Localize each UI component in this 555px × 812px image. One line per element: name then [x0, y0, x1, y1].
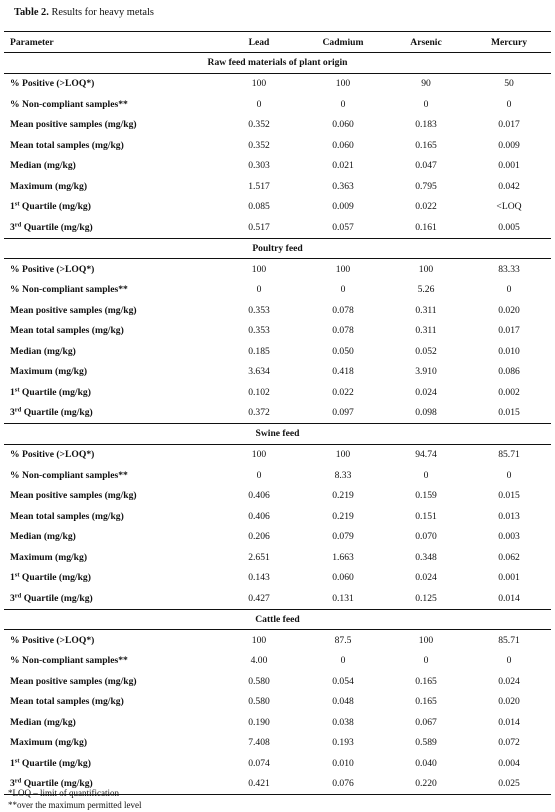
parameter-cell	[10, 655, 128, 666]
lead-value-cell: 3.634	[248, 366, 270, 378]
parameter-label: Median (mg/kg)	[10, 345, 76, 357]
arsenic-value-cell: 0.070	[415, 531, 437, 543]
lead-value-cell: 0.352	[248, 139, 270, 151]
lead-value-cell: 100	[251, 449, 267, 461]
mercury-value-cell: 0.020	[498, 304, 520, 316]
lead-value-cell: 0.206	[248, 531, 270, 543]
lead-value-cell: 0.352	[248, 119, 270, 131]
mercury-value-cell: 0.017	[498, 325, 520, 337]
arsenic-value-cell: 100	[418, 263, 434, 275]
cadmium-value-cell: 1.663	[332, 551, 354, 563]
arsenic-value-cell: 90	[421, 78, 431, 90]
cadmium-value-cell: 0.219	[332, 510, 354, 522]
parameter-cell	[10, 181, 87, 192]
arsenic-value-cell: 0.024	[415, 572, 437, 584]
parameter-ordinal-suffix: rd	[14, 221, 22, 229]
heavy-metals-table	[4, 31, 551, 795]
cadmium-value-cell: 100	[335, 449, 351, 461]
parameter-label-rest: Quartile (mg/kg)	[21, 221, 93, 233]
mercury-value-cell: 0.015	[498, 490, 520, 502]
cadmium-value-cell: 0	[340, 655, 346, 667]
table-row	[4, 506, 551, 527]
parameter-label-rest: Quartile (mg/kg)	[19, 386, 91, 398]
table-row	[4, 156, 551, 177]
mercury-value-cell: 0.002	[498, 386, 520, 398]
lead-value-cell: 7.408	[248, 737, 270, 749]
cadmium-value-cell: 0.079	[332, 531, 354, 543]
parameter-label: Median (mg/kg)	[10, 531, 76, 543]
mercury-value-cell: 0.042	[498, 180, 520, 192]
parameter-cell	[10, 572, 91, 583]
arsenic-value-cell: 0.052	[415, 345, 437, 357]
arsenic-value-cell: 0.161	[415, 221, 437, 233]
parameter-cell	[10, 78, 94, 89]
parameter-cell	[10, 449, 94, 460]
mercury-value-cell: <LOQ	[496, 201, 522, 213]
mercury-value-cell: 0.001	[498, 160, 520, 172]
parameter-label: % Positive (>LOQ*)	[10, 78, 95, 90]
cadmium-value-cell: 0.057	[332, 221, 354, 233]
lead-value-cell: 0.074	[248, 757, 270, 769]
parameter-label: 3	[10, 592, 15, 604]
cadmium-value-cell: 0.076	[332, 778, 354, 790]
lead-value-cell: 0.421	[248, 778, 270, 790]
arsenic-value-cell: 100	[418, 634, 434, 646]
parameter-label-rest: Quartile (mg/kg)	[21, 592, 93, 604]
table-row	[4, 692, 551, 713]
lead-value-cell: 2.651	[248, 551, 270, 563]
parameter-cell	[10, 99, 128, 110]
mercury-value-cell: 0	[506, 98, 512, 110]
table-row	[4, 300, 551, 321]
cadmium-value-cell: 0.048	[332, 696, 354, 708]
parameter-label-rest: Quartile (mg/kg)	[19, 757, 91, 769]
parameter-cell	[10, 201, 91, 212]
mercury-value-cell: 0.013	[498, 510, 520, 522]
arsenic-value-cell: 0.165	[415, 139, 437, 151]
lead-value-cell: 0.102	[248, 386, 270, 398]
parameter-label: Mean positive samples (mg/kg)	[10, 304, 137, 316]
header-mercury: Mercury	[490, 36, 528, 48]
lead-value-cell: 0	[256, 469, 262, 481]
mercury-value-cell: 0.017	[498, 119, 520, 131]
table-row	[4, 445, 551, 466]
mercury-value-cell: 0.015	[498, 407, 520, 419]
parameter-cell	[10, 490, 137, 501]
parameter-label: Maximum (mg/kg)	[10, 180, 88, 192]
table-row	[4, 486, 551, 507]
mercury-value-cell: 85.71	[498, 449, 520, 461]
header-parameter: Parameter	[10, 36, 54, 48]
parameter-cell	[10, 552, 87, 563]
cadmium-value-cell: 0.021	[332, 160, 354, 172]
lead-value-cell: 0	[256, 98, 262, 110]
footnote-noncompliant: **over the maximum permitted level	[8, 799, 142, 810]
mercury-value-cell: 0.024	[498, 675, 520, 687]
arsenic-value-cell: 94.74	[415, 449, 437, 461]
parameter-ordinal-suffix: rd	[14, 406, 22, 414]
parameter-ordinal-suffix: st	[14, 200, 20, 208]
arsenic-value-cell: 0.183	[415, 119, 437, 131]
mercury-value-cell: 83.33	[498, 263, 520, 275]
parameter-ordinal-suffix: st	[14, 571, 20, 579]
lead-value-cell: 1.517	[248, 180, 270, 192]
table-header-row	[4, 32, 551, 53]
parameter-label: Median (mg/kg)	[10, 716, 76, 728]
table-row	[4, 712, 551, 733]
table-row	[4, 135, 551, 156]
parameter-label: % Positive (>LOQ*)	[10, 263, 95, 275]
section-title: Cattle feed	[4, 609, 551, 631]
parameter-ordinal-suffix: st	[14, 386, 20, 394]
table-row	[4, 403, 551, 424]
parameter-label: % Positive (>LOQ*)	[10, 634, 95, 646]
table-row	[4, 588, 551, 609]
parameter-label: 3	[10, 221, 15, 233]
table-row	[4, 341, 551, 362]
cadmium-value-cell: 0.219	[332, 490, 354, 502]
lead-value-cell: 0	[256, 284, 262, 296]
parameter-cell	[10, 366, 87, 377]
lead-value-cell: 0.190	[248, 716, 270, 728]
lead-value-cell: 100	[251, 78, 267, 90]
lead-value-cell: 0.185	[248, 345, 270, 357]
lead-value-cell: 100	[251, 634, 267, 646]
arsenic-value-cell: 0.220	[415, 778, 437, 790]
parameter-cell	[10, 387, 91, 398]
cadmium-value-cell: 0.060	[332, 139, 354, 151]
mercury-value-cell: 0.020	[498, 696, 520, 708]
arsenic-value-cell: 0.348	[415, 551, 437, 563]
parameter-label: Mean total samples (mg/kg)	[10, 139, 124, 151]
table-footnotes	[8, 788, 141, 811]
parameter-label: 3	[10, 407, 15, 419]
parameter-label: % Non-compliant samples**	[10, 284, 128, 296]
parameter-label: Mean positive samples (mg/kg)	[10, 675, 137, 687]
parameter-label: 3	[10, 778, 15, 790]
parameter-cell	[10, 593, 93, 604]
parameter-label-rest: Quartile (mg/kg)	[21, 407, 93, 419]
table-row	[4, 280, 551, 301]
table-row	[4, 217, 551, 238]
mercury-value-cell: 0.014	[498, 592, 520, 604]
parameter-cell	[10, 758, 91, 769]
mercury-value-cell: 0.001	[498, 572, 520, 584]
cadmium-value-cell: 0.078	[332, 325, 354, 337]
parameter-ordinal-suffix: rd	[14, 592, 22, 600]
parameter-cell	[10, 140, 124, 151]
mercury-value-cell: 0	[506, 469, 512, 481]
mercury-value-cell: 0.003	[498, 531, 520, 543]
cadmium-value-cell: 0.193	[332, 737, 354, 749]
arsenic-value-cell: 0.125	[415, 592, 437, 604]
lead-value-cell: 0.303	[248, 160, 270, 172]
lead-value-cell: 4.00	[250, 655, 268, 667]
lead-value-cell: 0.143	[248, 572, 270, 584]
mercury-value-cell: 0	[506, 284, 512, 296]
table-row	[4, 259, 551, 280]
parameter-cell	[10, 531, 76, 542]
arsenic-value-cell: 0.159	[415, 490, 437, 502]
lead-value-cell: 0.517	[248, 221, 270, 233]
parameter-label: Median (mg/kg)	[10, 160, 76, 172]
mercury-value-cell: 0.072	[498, 737, 520, 749]
parameter-label: Maximum (mg/kg)	[10, 737, 88, 749]
parameter-label-rest: Quartile (mg/kg)	[21, 778, 93, 790]
parameter-cell	[10, 264, 94, 275]
arsenic-value-cell: 0.151	[415, 510, 437, 522]
lead-value-cell: 0.406	[248, 490, 270, 502]
parameter-label: Mean positive samples (mg/kg)	[10, 119, 137, 131]
table-row	[4, 651, 551, 672]
cadmium-value-cell: 0	[340, 98, 346, 110]
arsenic-value-cell: 0.067	[415, 716, 437, 728]
lead-value-cell: 0.353	[248, 325, 270, 337]
arsenic-value-cell: 0	[423, 98, 429, 110]
table-row	[4, 115, 551, 136]
footnote-loq: *LOQ – limit of quantification	[8, 788, 119, 798]
parameter-label: Mean total samples (mg/kg)	[10, 696, 124, 708]
lead-value-cell: 0.353	[248, 304, 270, 316]
table-row	[4, 753, 551, 774]
table-caption-text: Results for heavy metals	[51, 7, 154, 18]
mercury-value-cell: 0.009	[498, 139, 520, 151]
header-cadmium: Cadmium	[322, 36, 364, 48]
cadmium-value-cell: 87.5	[334, 634, 352, 646]
parameter-cell	[10, 470, 128, 481]
parameter-cell	[10, 160, 76, 171]
lead-value-cell: 0.406	[248, 510, 270, 522]
table-row	[4, 527, 551, 548]
parameter-cell	[10, 696, 124, 707]
parameter-label-rest: Quartile (mg/kg)	[19, 572, 91, 584]
section-title: Raw feed materials of plant origin	[4, 53, 551, 74]
table-row	[4, 362, 551, 383]
header-lead: Lead	[248, 36, 270, 48]
lead-value-cell: 0.580	[248, 696, 270, 708]
table-row	[4, 74, 551, 95]
mercury-value-cell: 0.005	[498, 221, 520, 233]
arsenic-value-cell: 0.040	[415, 757, 437, 769]
cadmium-value-cell: 8.33	[334, 469, 352, 481]
cadmium-value-cell: 0.038	[332, 716, 354, 728]
parameter-label: 1	[10, 386, 15, 398]
arsenic-value-cell: 0.311	[415, 325, 437, 337]
arsenic-value-cell: 0	[423, 469, 429, 481]
arsenic-value-cell: 0	[423, 655, 429, 667]
table-row	[4, 176, 551, 197]
arsenic-value-cell: 0.311	[415, 304, 437, 316]
mercury-value-cell: 0.062	[498, 551, 520, 563]
mercury-value-cell: 85.71	[498, 634, 520, 646]
table-caption	[14, 7, 154, 18]
parameter-cell	[10, 676, 137, 687]
table-caption-label: Table 2.	[14, 7, 49, 18]
parameter-cell	[10, 346, 76, 357]
cadmium-value-cell: 0.009	[332, 201, 354, 213]
parameter-cell	[10, 737, 87, 748]
arsenic-value-cell: 0.589	[415, 737, 437, 749]
cadmium-value-cell: 0.022	[332, 386, 354, 398]
table-row	[4, 733, 551, 754]
cadmium-value-cell: 0.097	[332, 407, 354, 419]
arsenic-value-cell: 0.165	[415, 696, 437, 708]
arsenic-value-cell: 3.910	[415, 366, 437, 378]
parameter-label: Mean positive samples (mg/kg)	[10, 490, 137, 502]
parameter-ordinal-suffix: rd	[14, 777, 22, 785]
parameter-label: Maximum (mg/kg)	[10, 551, 88, 563]
table-row	[4, 465, 551, 486]
parameter-cell	[10, 284, 128, 295]
cadmium-value-cell: 0.418	[332, 366, 354, 378]
table-row	[4, 547, 551, 568]
parameter-label-rest: Quartile (mg/kg)	[19, 201, 91, 213]
parameter-label: 1	[10, 757, 15, 769]
parameter-label: % Non-compliant samples**	[10, 655, 128, 667]
cadmium-value-cell: 0.363	[332, 180, 354, 192]
arsenic-value-cell: 0.165	[415, 675, 437, 687]
parameter-label: 1	[10, 572, 15, 584]
cadmium-value-cell: 100	[335, 78, 351, 90]
mercury-value-cell: 0.014	[498, 716, 520, 728]
table-row	[4, 630, 551, 651]
section-title: Swine feed	[4, 423, 551, 445]
header-arsenic: Arsenic	[410, 36, 442, 48]
cadmium-value-cell: 0.060	[332, 119, 354, 131]
cadmium-value-cell: 0.078	[332, 304, 354, 316]
lead-value-cell: 0.372	[248, 407, 270, 419]
mercury-value-cell: 0.004	[498, 757, 520, 769]
cadmium-value-cell: 0.060	[332, 572, 354, 584]
parameter-cell	[10, 119, 137, 130]
cadmium-value-cell: 0.010	[332, 757, 354, 769]
parameter-ordinal-suffix: st	[14, 757, 20, 765]
parameter-cell	[10, 635, 94, 646]
table-row	[4, 94, 551, 115]
mercury-value-cell: 0.010	[498, 345, 520, 357]
lead-value-cell: 0.427	[248, 592, 270, 604]
section-title: Poultry feed	[4, 238, 551, 260]
table-row	[4, 671, 551, 692]
table-row	[4, 568, 551, 589]
parameter-cell	[10, 325, 124, 336]
arsenic-value-cell: 0.795	[415, 180, 437, 192]
cadmium-value-cell: 0.050	[332, 345, 354, 357]
cadmium-value-cell: 0.131	[332, 592, 354, 604]
parameter-label: % Positive (>LOQ*)	[10, 449, 95, 461]
parameter-cell	[10, 222, 93, 233]
mercury-value-cell: 0.086	[498, 366, 520, 378]
parameter-label: Maximum (mg/kg)	[10, 366, 88, 378]
parameter-label: % Non-compliant samples**	[10, 98, 128, 110]
mercury-value-cell: 50	[504, 78, 514, 90]
parameter-label: Mean total samples (mg/kg)	[10, 510, 124, 522]
parameter-label: % Non-compliant samples**	[10, 469, 128, 481]
lead-value-cell: 0.085	[248, 201, 270, 213]
lead-value-cell: 100	[251, 263, 267, 275]
table-body	[4, 53, 551, 794]
lead-value-cell: 0.580	[248, 675, 270, 687]
arsenic-value-cell: 0.024	[415, 386, 437, 398]
cadmium-value-cell: 0	[340, 284, 346, 296]
arsenic-value-cell: 5.26	[417, 284, 435, 296]
mercury-value-cell: 0.025	[498, 778, 520, 790]
arsenic-value-cell: 0.098	[415, 407, 437, 419]
arsenic-value-cell: 0.022	[415, 201, 437, 213]
table-row	[4, 197, 551, 218]
parameter-cell	[10, 407, 93, 418]
cadmium-value-cell: 0.054	[332, 675, 354, 687]
parameter-cell	[10, 511, 124, 522]
parameter-cell	[10, 717, 76, 728]
mercury-value-cell: 0	[506, 655, 512, 667]
cadmium-value-cell: 100	[335, 263, 351, 275]
arsenic-value-cell: 0.047	[415, 160, 437, 172]
parameter-label: Mean total samples (mg/kg)	[10, 325, 124, 337]
parameter-label: 1	[10, 201, 15, 213]
table-row	[4, 321, 551, 342]
table-row	[4, 382, 551, 403]
parameter-cell	[10, 305, 137, 316]
